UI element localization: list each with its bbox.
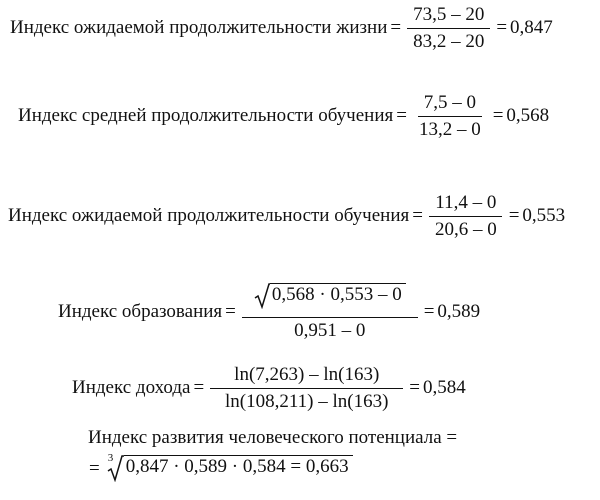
radicand: 0,568 · 0,553 – 0: [270, 283, 406, 309]
square-root: [254, 283, 406, 309]
radicand: 0,847 · 0,589 · 0,584 = 0,663: [124, 455, 353, 482]
fraction: [429, 192, 503, 241]
equals-sign: =: [412, 205, 423, 227]
formula-life-expectancy: [10, 4, 553, 53]
fraction-numerator: 73,5 – 20: [407, 4, 490, 29]
formula-mean-schooling: [18, 92, 549, 141]
cube-root: [106, 452, 353, 482]
hdi-label: Индекс развития человеческого потенциала =: [88, 427, 458, 448]
formula-expected-schooling: [8, 192, 565, 241]
fraction-denominator: 83,2 – 20: [413, 30, 485, 52]
formula-income-index: [72, 364, 466, 413]
fraction-denominator: 20,6 – 0: [434, 218, 497, 240]
equals-sign: =: [492, 105, 504, 127]
fraction-denominator: 0,951 – 0: [294, 319, 366, 341]
formula-label: Индекс ожидаемой продолжительности обучения: [8, 205, 410, 227]
equals-sign: =: [508, 205, 520, 227]
equals-sign: =: [390, 17, 402, 39]
fraction: [407, 4, 490, 53]
formula-result: 0,589: [437, 301, 481, 323]
fraction-numerator: [242, 283, 418, 318]
fraction: [242, 283, 418, 342]
formula-label: Индекс ожидаемой продолжительности жизни: [10, 17, 388, 39]
equals-sign: =: [423, 301, 435, 323]
formula-result: 0,568: [506, 105, 550, 127]
equals-sign: =: [225, 301, 236, 323]
fraction-numerator: ln(7,263) – ln(163): [210, 364, 403, 389]
fraction: [413, 92, 487, 141]
fraction-numerator: 11,4 – 0: [429, 192, 502, 217]
equals-sign: =: [193, 377, 205, 399]
fraction-numerator: 7,5 – 0: [418, 92, 482, 117]
formula-label: Индекс средней продолжительности обучения: [18, 105, 394, 127]
formula-result: 0,584: [423, 377, 466, 399]
equals-sign: =: [89, 457, 100, 479]
fraction-denominator: ln(108,211) – ln(163): [225, 390, 389, 412]
root-index: 3: [107, 452, 114, 464]
formula-education-index: [58, 283, 480, 342]
equals-sign: =: [396, 105, 407, 127]
formula-result: 0,553: [522, 205, 566, 227]
equals-sign: =: [409, 377, 421, 399]
formula-hdi-label-line: [88, 427, 457, 449]
formula-result: 0,847: [510, 17, 553, 39]
radical-sign-icon: [254, 283, 270, 309]
formula-label: Индекс дохода: [72, 377, 191, 399]
formula-label: Индекс образования: [58, 301, 223, 323]
formula-hdi-computation: [86, 452, 353, 482]
fraction: [210, 364, 403, 413]
fraction-denominator: 13,2 – 0: [418, 118, 481, 140]
equals-sign: =: [496, 17, 508, 39]
